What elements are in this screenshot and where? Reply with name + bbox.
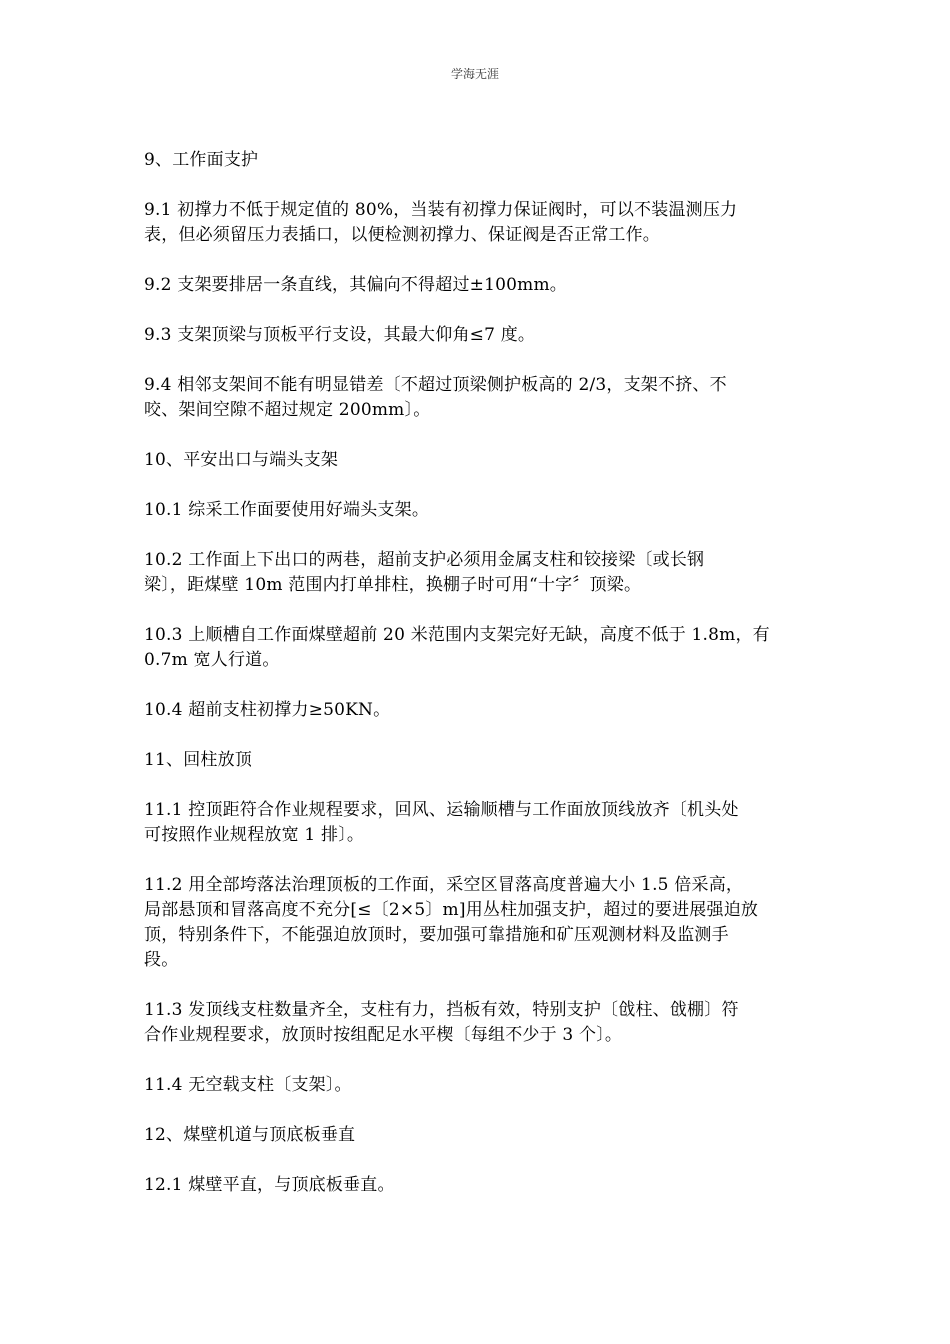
text-line: 9.4 相邻支架间不能有明显错差〔不超过顶梁侧护板高的 2/3，支架不挤、不	[144, 375, 727, 395]
clause-paragraph	[144, 323, 809, 348]
section-heading	[144, 748, 809, 773]
text-line: 9.2 支架要排居一条直线，其偏向不得超过±100mm。	[144, 275, 567, 295]
page-header: 学海无涯	[450, 67, 499, 81]
text-line: 11.3 发顶线支柱数量齐全，支柱有力，挡板有效，特别支护〔戗柱、戗棚〕符	[144, 1000, 739, 1020]
text-line: 段。	[144, 950, 179, 970]
text-line: 11.4 无空载支柱〔支架〕。	[144, 1075, 352, 1095]
clause-paragraph	[144, 498, 809, 523]
text-line: 12、煤壁机道与顶底板垂直	[144, 1125, 356, 1145]
clause-paragraph	[144, 873, 809, 973]
text-line: 局部悬顶和冒落高度不充分[≤〔2×5〕m]用丛柱加强支护，超过的要进展强迫放	[144, 900, 759, 920]
text-line: 顶，特别条件下，不能强迫放顶时，要加强可靠措施和矿压观测材料及监测手	[144, 925, 729, 945]
section-heading	[144, 448, 809, 473]
section-heading	[144, 148, 809, 173]
clause-paragraph	[144, 798, 809, 848]
clause-paragraph	[144, 698, 809, 723]
clause-paragraph	[144, 548, 809, 598]
text-line: 9、工作面支护	[144, 150, 259, 170]
clause-paragraph	[144, 373, 809, 423]
text-line: 10.1 综采工作面要使用好端头支架。	[144, 500, 430, 520]
text-line: 9.1 初撑力不低于规定值的 80%，当装有初撑力保证阀时，可以不装温测压力	[144, 200, 738, 220]
text-line: 可按照作业规程放宽 1 排〕。	[144, 825, 365, 845]
text-line: 12.1 煤壁平直，与顶底板垂直。	[144, 1175, 395, 1195]
text-line: 梁〕，距煤壁 10m 范围内打单排柱，换棚子时可用“十字〞顶梁。	[144, 575, 642, 595]
text-line: 咬、架间空隙不超过规定 200mm〕。	[144, 400, 431, 420]
section-heading	[144, 1123, 809, 1148]
text-line: 0.7m 宽人行道。	[144, 650, 280, 670]
clause-paragraph	[144, 1173, 809, 1198]
document-body	[144, 148, 809, 1223]
clause-paragraph	[144, 623, 809, 673]
clause-paragraph	[144, 198, 809, 248]
text-line: 10.3 上顺槽自工作面煤壁超前 20 米范围内支架完好无缺，高度不低于 1.8m，有	[144, 625, 770, 645]
text-line: 表，但必须留压力表插口，以便检测初撑力、保证阀是否正常工作。	[144, 225, 660, 245]
clause-paragraph	[144, 1073, 809, 1098]
text-line: 10.4 超前支柱初撑力≥50KN。	[144, 700, 391, 720]
text-line: 10.2 工作面上下出口的两巷，超前支护必须用金属支柱和铰接梁〔或长钢	[144, 550, 705, 570]
text-line: 11.2 用全部垮落法治理顶板的工作面，采空区冒落高度普遍大小 1.5 倍采高，	[144, 875, 744, 895]
text-line: 10、平安出口与端头支架	[144, 450, 339, 470]
text-line: 11.1 控顶距符合作业规程要求，回风、运输顺槽与工作面放顶线放齐〔机头处	[144, 800, 739, 820]
text-line: 11、回柱放顶	[144, 750, 253, 770]
clause-paragraph	[144, 998, 809, 1048]
clause-paragraph	[144, 273, 809, 298]
text-line: 9.3 支架顶梁与顶板平行支设，其最大仰角≤7 度。	[144, 325, 536, 345]
text-line: 合作业规程要求，放顶时按组配足水平楔〔每组不少于 3 个〕。	[144, 1025, 623, 1045]
